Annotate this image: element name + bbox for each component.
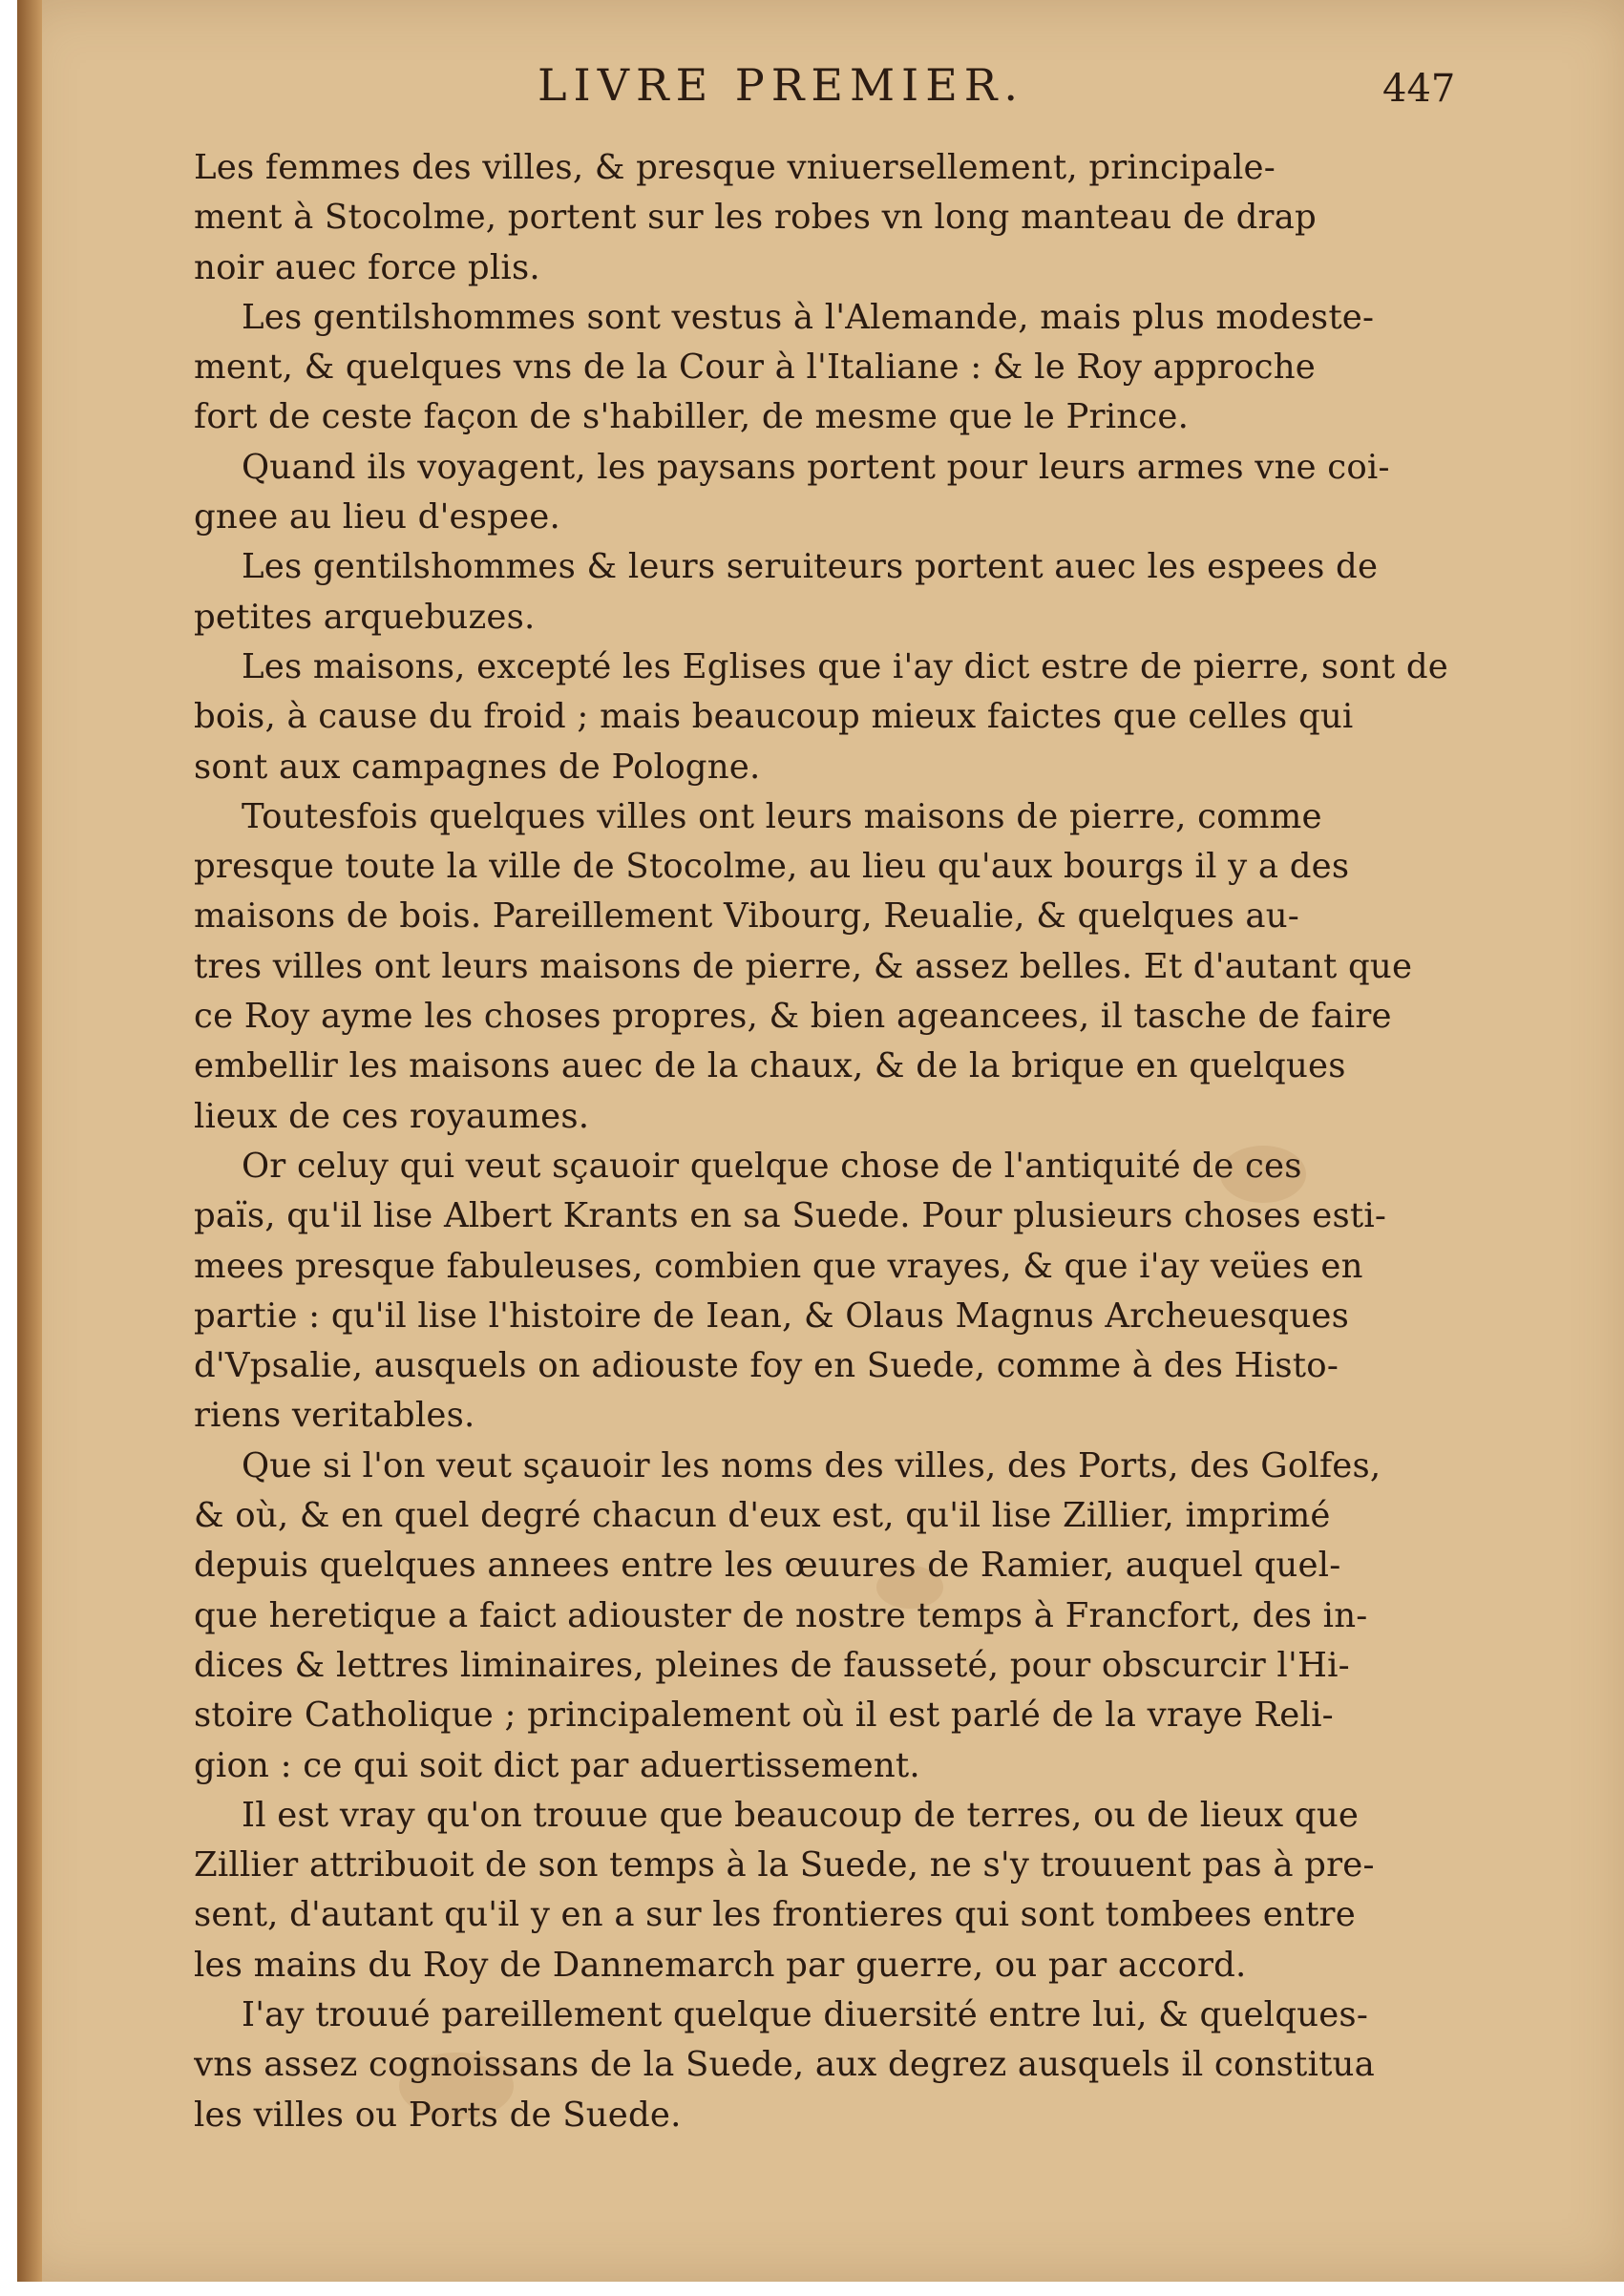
text-line: Quand ils voyagent, les paysans portent pour leurs armes vne coi- [242, 447, 1390, 487]
text-line: ment à Stocolme, portent sur les robes vn long manteau de drap [194, 198, 1317, 238]
text-line: gion : ce qui soit dict par aduertissement. [194, 1745, 920, 1785]
text-line: d'Vpsalie, ausquels on adiouste foy en Suede, comme à des Histo- [194, 1346, 1339, 1386]
text-line: presque toute la ville de Stocolme, au lieu qu'aux bourgs il y a des [194, 847, 1350, 887]
text-line: maisons de bois. Pareillement Vibourg, Reualie, & quelques au- [194, 896, 1299, 937]
text-line: Il est vray qu'on trouue que beaucoup de terres, ou de lieux que [242, 1795, 1360, 1835]
text-line: fort de ceste façon de s'habiller, de mesme que le Prince. [194, 397, 1190, 437]
text-line: sont aux campagnes de Pologne. [194, 747, 761, 787]
text-line: dices & lettres liminaires, pleines de fausseté, pour obscurcir l'Hi- [194, 1645, 1350, 1685]
text-line: ment, & quelques vns de la Cour à l'Italiane : & le Roy approche [194, 348, 1316, 388]
text-line: que heretique a faict adiouster de nostre temps à Francfort, des in- [194, 1595, 1368, 1635]
text-line: Or celuy qui veut sçauoir quelque chose de l'antiquité de ces [242, 1146, 1302, 1186]
text-line: vns assez cognoissans de la Suede, aux degrez ausquels il constitua [194, 2045, 1375, 2085]
text-line: I'ay trouué pareillement quelque diuersité entre lui, & quelques- [242, 1994, 1369, 2034]
text-line: depuis quelques annees entre les œuures de Ramier, auquel quel- [194, 1546, 1341, 1586]
text-line: petites arquebuzes. [194, 597, 536, 637]
text-line: les mains du Roy de Dannemarch par guerre, ou par accord. [194, 1945, 1247, 1985]
text-line: partie : qu'il lise l'histoire de Iean, & Olaus Magnus Archeuesques [194, 1295, 1350, 1336]
body-text [194, 143, 1473, 2140]
text-line: mees presque fabuleuses, combien que vrayes, & que i'ay veües en [194, 1246, 1363, 1286]
page-gutter-shadow [17, 0, 42, 2282]
text-line: Les maisons, excepté les Eglises que i'ay dict estre de pierre, sont de [242, 646, 1448, 686]
text-line: sent, d'autant qu'il y en a sur les frontieres qui sont tombees entre [194, 1895, 1356, 1935]
text-line: riens veritables. [194, 1396, 475, 1436]
text-line: embellir les maisons auec de la chaux, & de la brique en quelques [194, 1046, 1346, 1086]
text-line: bois, à cause du froid ; mais beaucoup mieux faictes que celles qui [194, 697, 1354, 737]
text-line: Zillier attribuoit de son temps à la Suede, ne s'y trouuent pas à pre- [194, 1845, 1375, 1885]
text-line: les villes ou Ports de Suede. [194, 2095, 682, 2135]
running-title: LIVRE PREMIER. [538, 59, 1025, 111]
text-line: païs, qu'il lise Albert Krants en sa Suede. Pour plusieurs choses esti- [194, 1196, 1387, 1236]
text-line: lieux de ces royaumes. [194, 1096, 590, 1136]
text-line: ce Roy ayme les choses propres, & bien ageancees, il tasche de faire [194, 997, 1392, 1037]
text-line: Les femmes des villes, & presque vniuersellement, principale- [194, 148, 1276, 187]
text-line: Que si l'on veut sçauoir les noms des villes, des Ports, des Golfes, [242, 1445, 1381, 1485]
text-line: Les gentilshommes & leurs seruiteurs portent auec les espees de [242, 547, 1379, 587]
text-line: & où, & en quel degré chacun d'eux est, qu'il lise Zillier, imprimé [194, 1496, 1331, 1536]
text-line: tres villes ont leurs maisons de pierre, & assez belles. Et d'autant que [194, 946, 1413, 986]
book-page [17, 0, 1624, 2282]
text-line: stoire Catholique ; principalement où il est parlé de la vraye Reli- [194, 1696, 1334, 1736]
page-header [17, 59, 1624, 126]
text-line: noir auec force plis. [194, 247, 540, 287]
text-line: Toutesfois quelques villes ont leurs maisons de pierre, comme [242, 796, 1322, 836]
text-line: Les gentilshommes sont vestus à l'Alemande, mais plus modeste- [242, 297, 1375, 337]
page-number: 447 [1382, 67, 1456, 111]
text-line: gnee au lieu d'espee. [194, 497, 561, 537]
